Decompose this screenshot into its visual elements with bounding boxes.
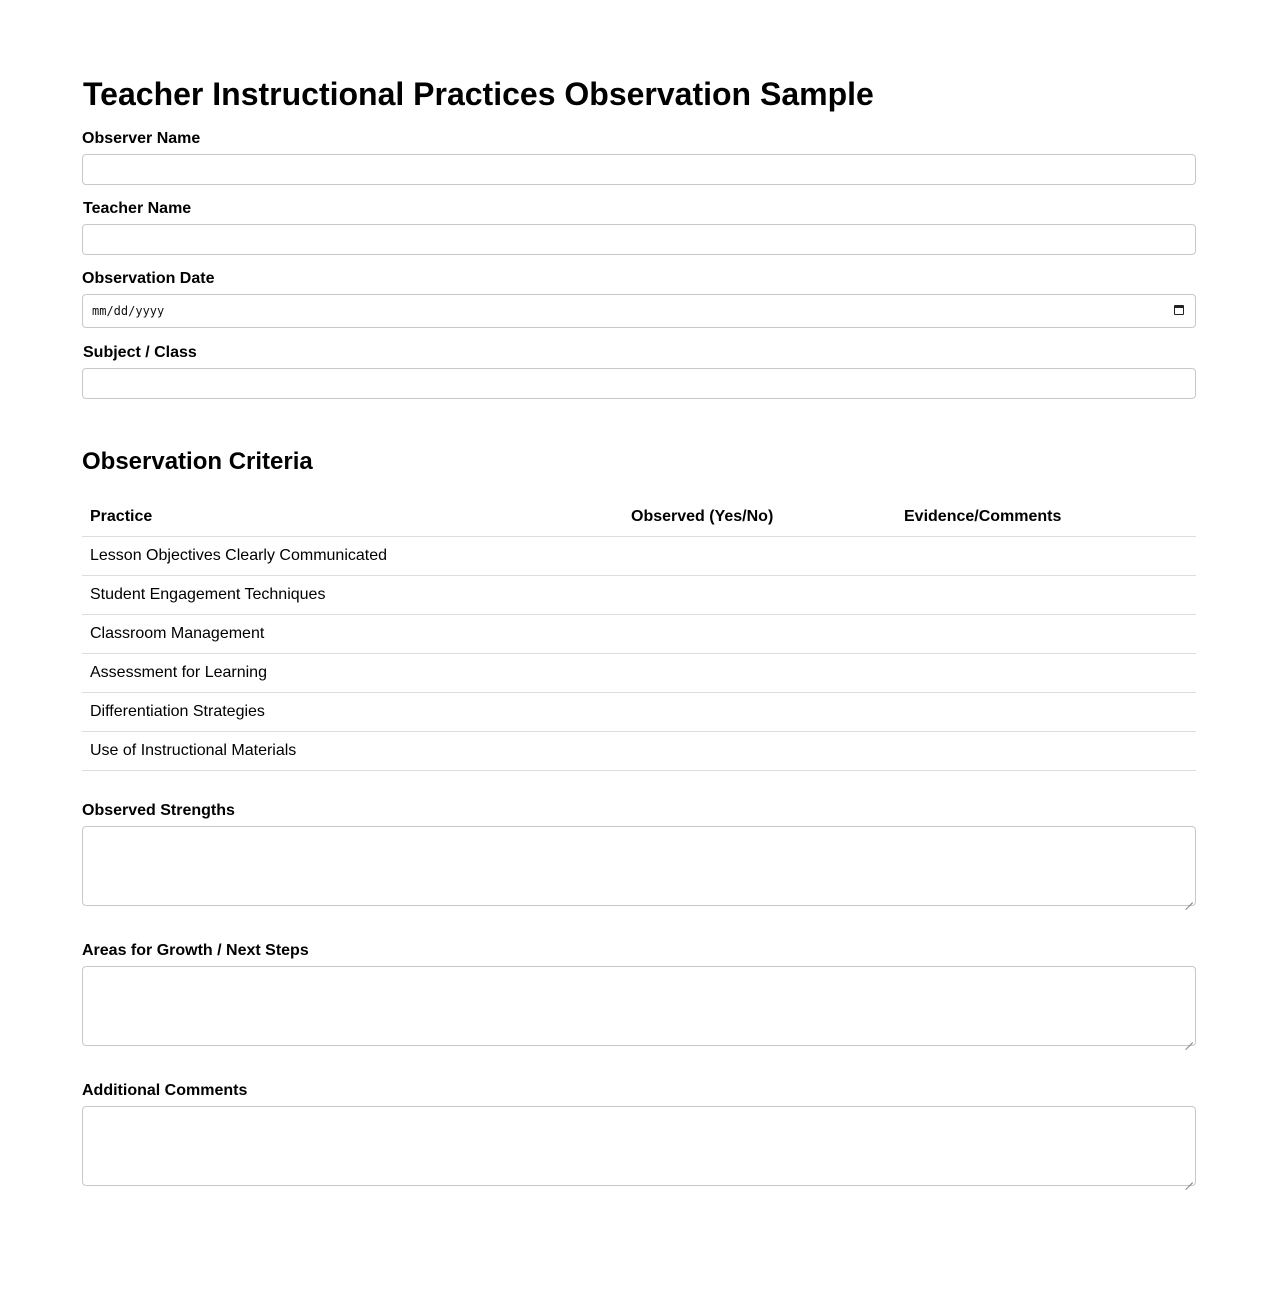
observed-cell[interactable] [623, 615, 896, 654]
criteria-header-row [82, 497, 1196, 537]
table-row [82, 732, 1196, 771]
column-header-practice: Practice [82, 497, 623, 537]
evidence-cell[interactable] [896, 654, 1196, 693]
evidence-cell[interactable] [896, 693, 1196, 732]
subject-class-input[interactable] [82, 368, 1196, 399]
practice-cell: Lesson Objectives Clearly Communicated [82, 537, 623, 576]
criteria-heading: Observation Criteria [82, 448, 313, 475]
observer-name-label: Observer Name [82, 130, 201, 147]
teacher-name-input[interactable] [82, 224, 1196, 255]
column-header-observed: Observed (Yes/No) [623, 497, 896, 537]
column-header-evidence: Evidence/Comments [896, 497, 1196, 537]
observer-name-input[interactable] [82, 154, 1196, 185]
practice-cell: Classroom Management [82, 615, 623, 654]
observation-date-label: Observation Date [82, 270, 215, 287]
table-row [82, 537, 1196, 576]
growth-group [82, 941, 1196, 1046]
evidence-cell[interactable] [896, 576, 1196, 615]
practice-cell: Assessment for Learning [82, 654, 623, 693]
teacher-name-label: Teacher Name [83, 200, 192, 217]
practice-cell: Use of Instructional Materials [82, 732, 623, 771]
observed-cell[interactable] [623, 732, 896, 771]
observed-cell[interactable] [623, 537, 896, 576]
strengths-textarea[interactable] [82, 826, 1196, 906]
practice-cell: Student Engagement Techniques [82, 576, 623, 615]
observed-cell[interactable] [623, 654, 896, 693]
strengths-label: Observed Strengths [82, 802, 235, 819]
practice-cell: Differentiation Strategies [82, 693, 623, 732]
observation-form [82, 60, 1196, 1186]
strengths-group [82, 801, 1196, 906]
subject-class-label: Subject / Class [83, 344, 197, 361]
additional-comments-label: Additional Comments [82, 1082, 248, 1099]
observer-name-group [82, 129, 1196, 185]
additional-comments-group [82, 1081, 1196, 1186]
observed-cell[interactable] [623, 576, 896, 615]
table-row [82, 576, 1196, 615]
observation-date-group [82, 269, 1196, 328]
resize-grip-icon[interactable] [1185, 1175, 1193, 1183]
observation-date-input[interactable] [82, 294, 1196, 328]
evidence-cell[interactable] [896, 615, 1196, 654]
date-placeholder: mm/dd/yyyy [92, 304, 165, 318]
page-title: Teacher Instructional Practices Observation Sample [83, 76, 874, 112]
evidence-cell[interactable] [896, 732, 1196, 771]
additional-comments-textarea[interactable] [82, 1106, 1196, 1186]
resize-grip-icon[interactable] [1185, 895, 1193, 903]
calendar-icon[interactable] [1174, 305, 1184, 315]
table-row [82, 693, 1196, 732]
teacher-name-group [82, 199, 1196, 255]
resize-grip-icon[interactable] [1185, 1035, 1193, 1043]
growth-textarea[interactable] [82, 966, 1196, 1046]
growth-label: Areas for Growth / Next Steps [82, 942, 309, 959]
subject-class-group [82, 343, 1196, 399]
observed-cell[interactable] [623, 693, 896, 732]
evidence-cell[interactable] [896, 537, 1196, 576]
table-row [82, 615, 1196, 654]
table-row [82, 654, 1196, 693]
criteria-table [82, 497, 1196, 771]
